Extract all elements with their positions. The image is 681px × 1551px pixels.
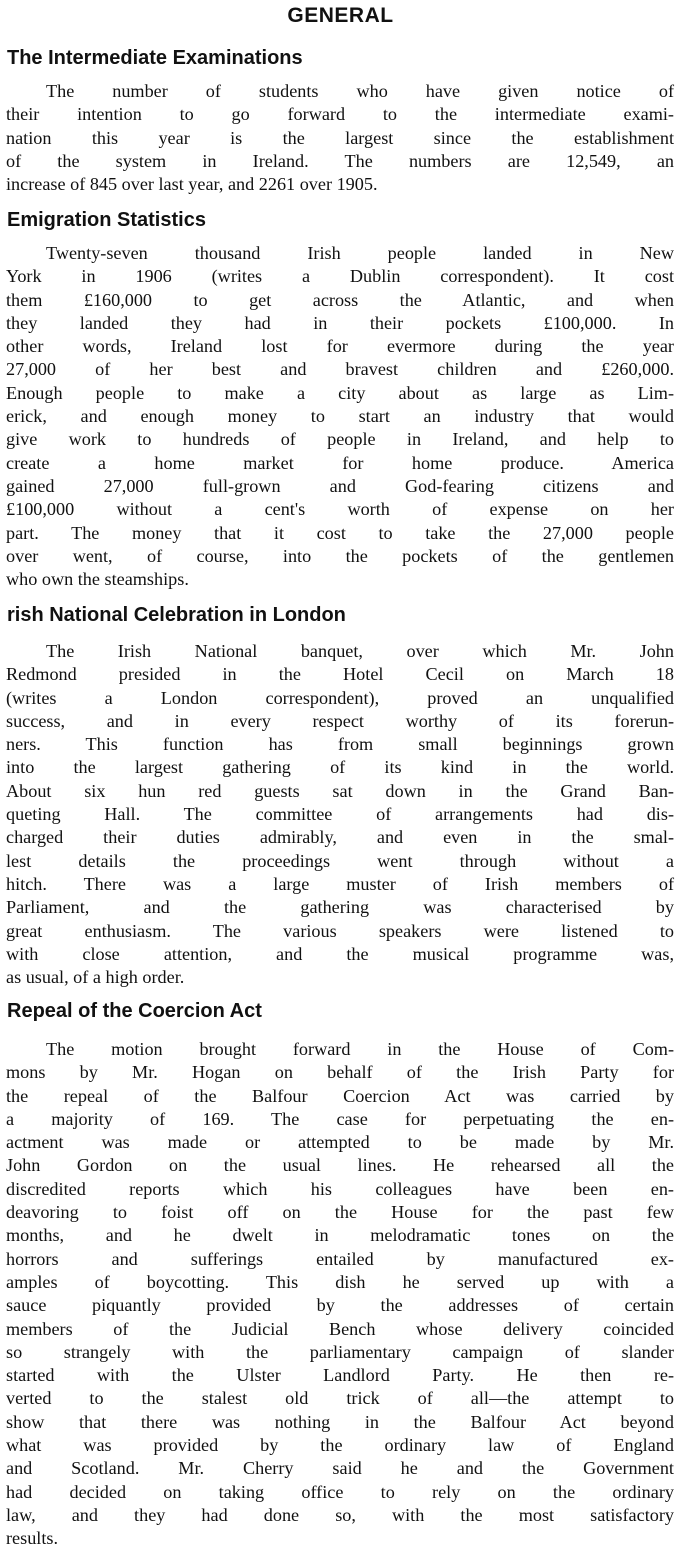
text-line: amples of boycotting. This dish he served up with a — [6, 1271, 674, 1292]
text-line: of the system in Ireland. The numbers are 12,549, an — [6, 150, 674, 171]
text-line: increase of 845 over last year, and 2261 over 1905. — [6, 174, 378, 195]
text-line: they landed they had in their pockets £100,000. In — [6, 312, 674, 333]
text-line: as usual, of a high order. — [6, 967, 185, 988]
text-line: ners. This function has from small beginnings grown — [6, 734, 674, 755]
article-heading: rish National Celebration in London — [7, 604, 346, 626]
text-line: queting Hall. The committee of arrangements had dis- — [6, 804, 674, 825]
text-line: had decided on taking office to rely on the ordinary — [6, 1481, 674, 1502]
text-line: into the largest gathering of its kind in the world. — [6, 757, 674, 778]
text-line: York in 1906 (writes a Dublin correspondent). It cost — [6, 266, 674, 287]
text-line: create a home market for home produce. America — [6, 452, 674, 473]
text-line: Enough people to make a city about as large as Lim- — [6, 382, 674, 403]
article-heading: Repeal of the Coercion Act — [7, 1000, 262, 1022]
text-line: Parliament, and the gathering was characterised by — [6, 897, 674, 918]
text-line: 27,000 of her best and bravest children and £260,000. — [6, 359, 674, 380]
text-line: the repeal of the Balfour Coercion Act was carried by — [6, 1085, 674, 1106]
article-heading: Emigration Statistics — [7, 209, 206, 231]
text-line: a majority of 169. The case for perpetuating the en- — [6, 1108, 674, 1129]
text-line: what was provided by the ordinary law of England — [6, 1435, 674, 1456]
article-body — [6, 1038, 674, 1551]
text-line: mons by Mr. Hogan on behalf of the Irish Party for — [6, 1062, 674, 1083]
text-line: horrors and sufferings entailed by manufactured ex- — [6, 1248, 674, 1269]
text-line: erick, and enough money to start an industry that would — [6, 406, 674, 427]
section-title: GENERAL — [287, 4, 394, 27]
text-line: Twenty-seven thousand Irish people landed in New — [46, 243, 674, 263]
text-line: nation this year is the largest since the establishment — [6, 127, 674, 148]
text-line: show that there was nothing in the Balfour Act beyond — [6, 1411, 674, 1432]
article-body — [6, 640, 674, 989]
text-line: months, and he dwelt in melodramatic tones on the — [6, 1225, 674, 1246]
text-line: give work to hundreds of people in Ireland, and help to — [6, 429, 674, 450]
text-line: so strangely with the parliamentary campaign of slander — [6, 1341, 674, 1362]
text-line: results. — [6, 1528, 59, 1549]
text-line: law, and they had done so, with the most satisfactory — [6, 1504, 674, 1525]
text-line: The Irish National banquet, over which Mr. John — [46, 641, 674, 661]
text-line: them £160,000 to get across the Atlantic, and when — [6, 289, 674, 310]
text-line: charged their duties admirably, and even in the smal- — [6, 827, 674, 848]
text-line: success, and in every respect worthy of its forerun- — [6, 710, 674, 731]
text-line: discredited reports which his colleagues have been en- — [6, 1178, 674, 1199]
text-line: started with the Ulster Landlord Party. He then re- — [6, 1365, 674, 1386]
text-line: lest details the proceedings went through without a — [6, 850, 674, 871]
text-line: members of the Judicial Bench whose delivery coincided — [6, 1318, 674, 1339]
text-line: sauce piquantly provided by the addresses of certain — [6, 1295, 674, 1316]
text-line: gained 27,000 full-grown and God-fearing citizens and — [6, 475, 674, 496]
text-line: John Gordon on the usual lines. He rehearsed all the — [6, 1155, 674, 1176]
article-heading: The Intermediate Examinations — [7, 47, 303, 69]
article-body — [6, 80, 674, 196]
text-line: deavoring to foist off on the House for the past few — [6, 1202, 674, 1223]
text-line: who own the steamships. — [6, 569, 189, 590]
text-line: their intention to go forward to the intermediate exami- — [6, 104, 674, 125]
text-line: actment was made or attempted to be made by Mr. — [6, 1132, 674, 1153]
text-line: over went, of course, into the pockets of the gentlemen — [6, 545, 674, 566]
text-line: great enthusiasm. The various speakers were listened to — [6, 920, 674, 941]
text-line: Redmond presided in the Hotel Cecil on March 18 — [6, 664, 674, 685]
text-line: £100,000 without a cent's worth of expense on her — [6, 499, 674, 520]
text-line: and Scotland. Mr. Cherry said he and the Government — [6, 1458, 674, 1479]
text-line: verted to the stalest old trick of all—the attempt to — [6, 1388, 674, 1409]
text-line: hitch. There was a large muster of Irish members of — [6, 873, 674, 894]
text-line: About six hun red guests sat down in the Grand Ban- — [6, 780, 674, 801]
text-line: other words, Ireland lost for evermore during the year — [6, 336, 674, 357]
text-line: The motion brought forward in the House of Com- — [46, 1039, 674, 1059]
text-line: with close attention, and the musical programme was, — [6, 943, 674, 964]
text-line: part. The money that it cost to take the 27,000 people — [6, 522, 674, 543]
text-line: (writes a London correspondent), proved an unqualified — [6, 687, 674, 708]
article-body — [6, 242, 674, 591]
text-line: The number of students who have given notice of — [46, 81, 674, 101]
